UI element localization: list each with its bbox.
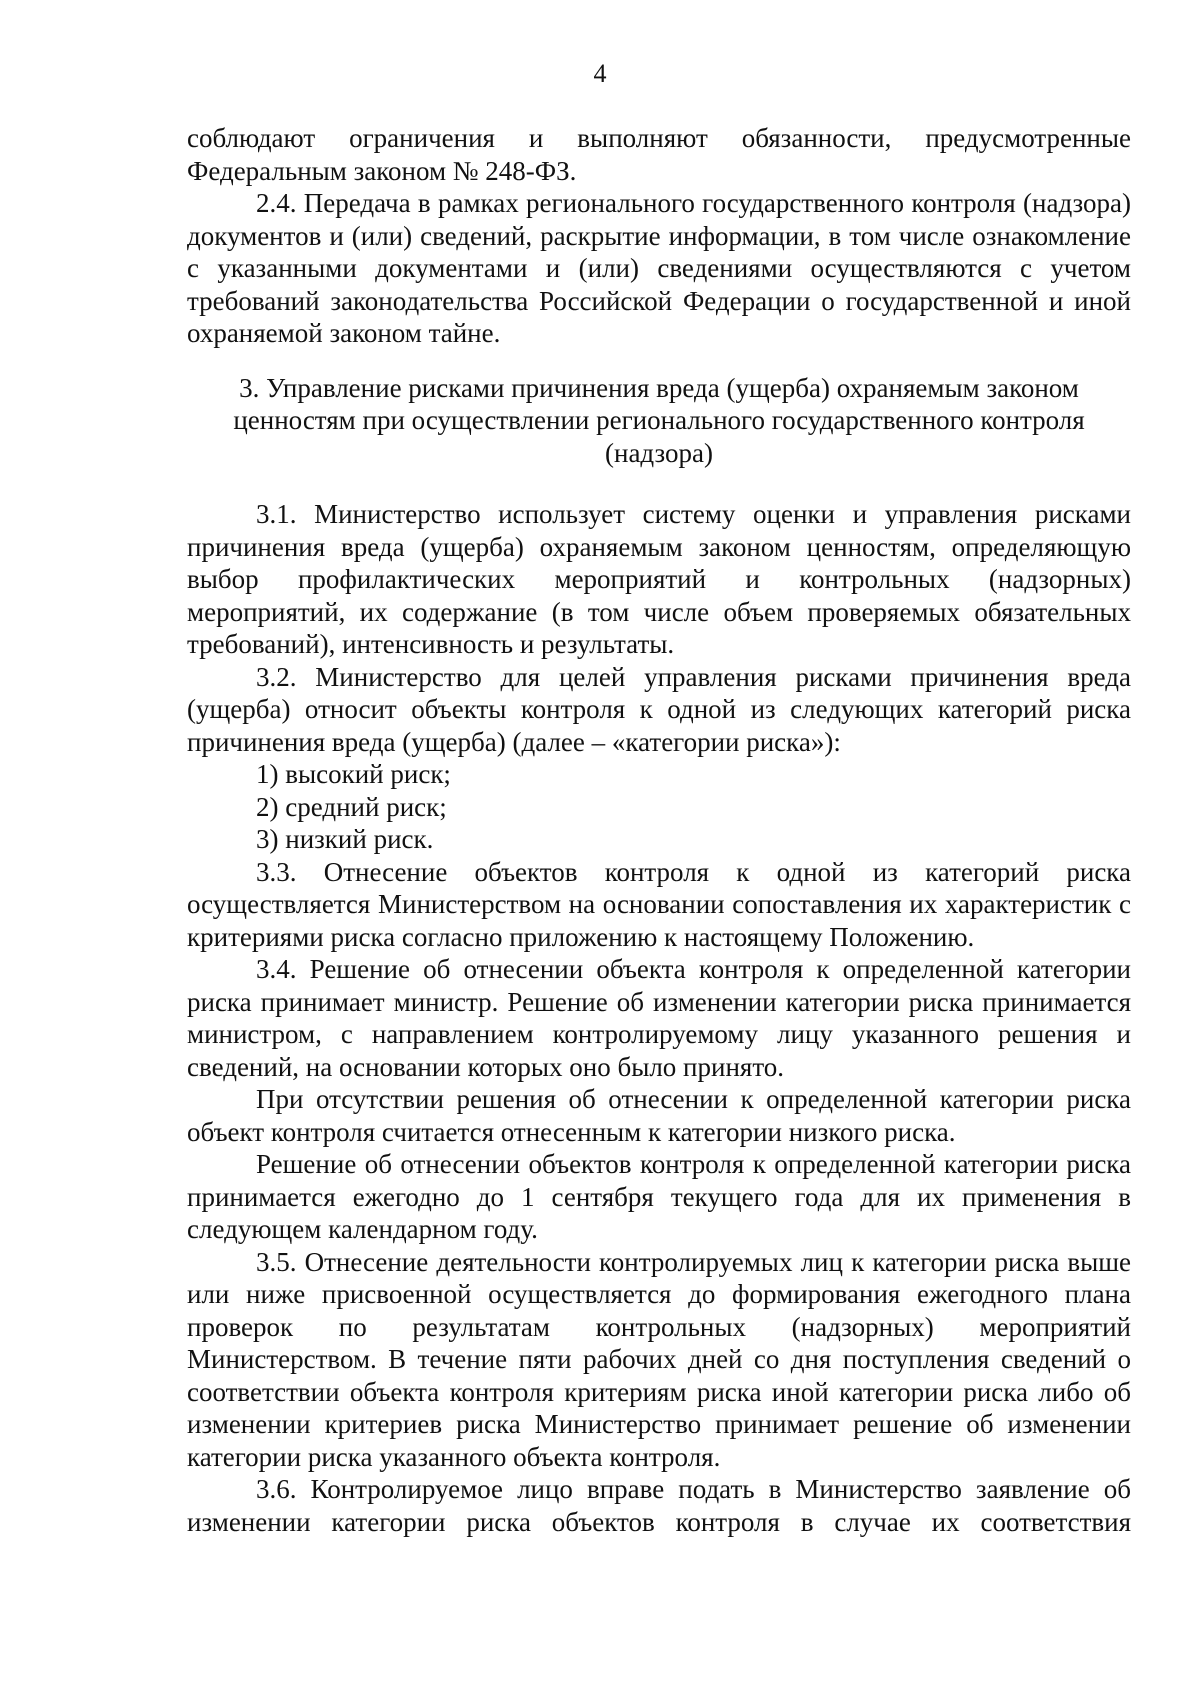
clause-3-2: 3.2. Министерство для целей управления рисками причинения вреда (ущерба) относит объекты контроля к одной из следующих категорий риска причинения вреда (ущерба) (далее – «категории риска»):: [187, 661, 1131, 757]
clause-3-4-paragraph-3: Решение об отнесении объектов контроля к определенной категории риска принимается ежегодно до 1 сентября текущего года для их применения в следующем календарном году.: [187, 1149, 1131, 1244]
clause-3-5: 3.5. Отнесение деятельности контролируемых лиц к категории риска выше или ниже присвоенной осуществляется до формирования ежегодного плана проверок по результатам контрольных (надзорных) мероприятий Министерством. В течение пяти рабочих дней со дня поступления сведений о соответствии объекта контроля критериям риска иной категории риска либо об изменении критериев риска Министерство принимает решение об изменении категории риска указанного объекта контроля.: [187, 1246, 1131, 1472]
section-3-heading: 3. Управление рисками причинения вреда (ущерба) охраняемым законом ценностям при осуществлении регионального государственного контроля (надзора): [233, 372, 1085, 468]
paragraph-continuation: соблюдают ограничения и выполняют обязанности, предусмотренные Федеральным законом № 248-ФЗ.: [187, 123, 1131, 186]
risk-category-low: 3) низкий риск.: [256, 824, 434, 854]
risk-category-high: 1) высокий риск;: [256, 759, 451, 789]
clause-3-4-paragraph-2: При отсутствии решения об отнесении к определенной категории риска объект контроля считается отнесенным к категории низкого риска.: [187, 1084, 1131, 1147]
risk-category-medium: 2) средний риск;: [256, 791, 447, 822]
page-number: 4: [593, 59, 607, 88]
clause-3-4: 3.4. Решение об отнесении объекта контроля к определенной категории риска принимает министр. Решение об изменении категории риска принимается министром, с направлением контролируемому лицу указанного решения и сведений, на основании которых оно было принято.: [187, 954, 1131, 1082]
clause-3-6: 3.6. Контролируемое лицо вправе подать в Министерство заявление об изменении категории риска объектов контроля в случае их соответствия: [187, 1474, 1131, 1537]
clause-2-4: 2.4. Передача в рамках регионального государственного контроля (надзора) документов и (или) сведений, раскрытие информации, в том числе ознакомление с указанными документами и (или) сведениями осуществляются с учетом требований законодательства Российской Федерации о государственной и иной охраняемой законом тайне.: [187, 188, 1131, 348]
document-body: [187, 122, 1131, 1538]
clause-3-3: 3.3. Отнесение объектов контроля к одной из категорий риска осуществляется Министерством на основании сопоставления их характеристик с критериями риска согласно приложению к настоящему Положению.: [187, 856, 1131, 952]
clause-3-1: 3.1. Министерство использует систему оценки и управления рисками причинения вреда (ущерба) охраняемым законом ценностям, определяющую выбор профилактических мероприятий и контрольных (надзорных) мероприятий, их содержание (в том числе объем проверяемых обязательных требований), интенсивность и результаты.: [187, 499, 1131, 659]
